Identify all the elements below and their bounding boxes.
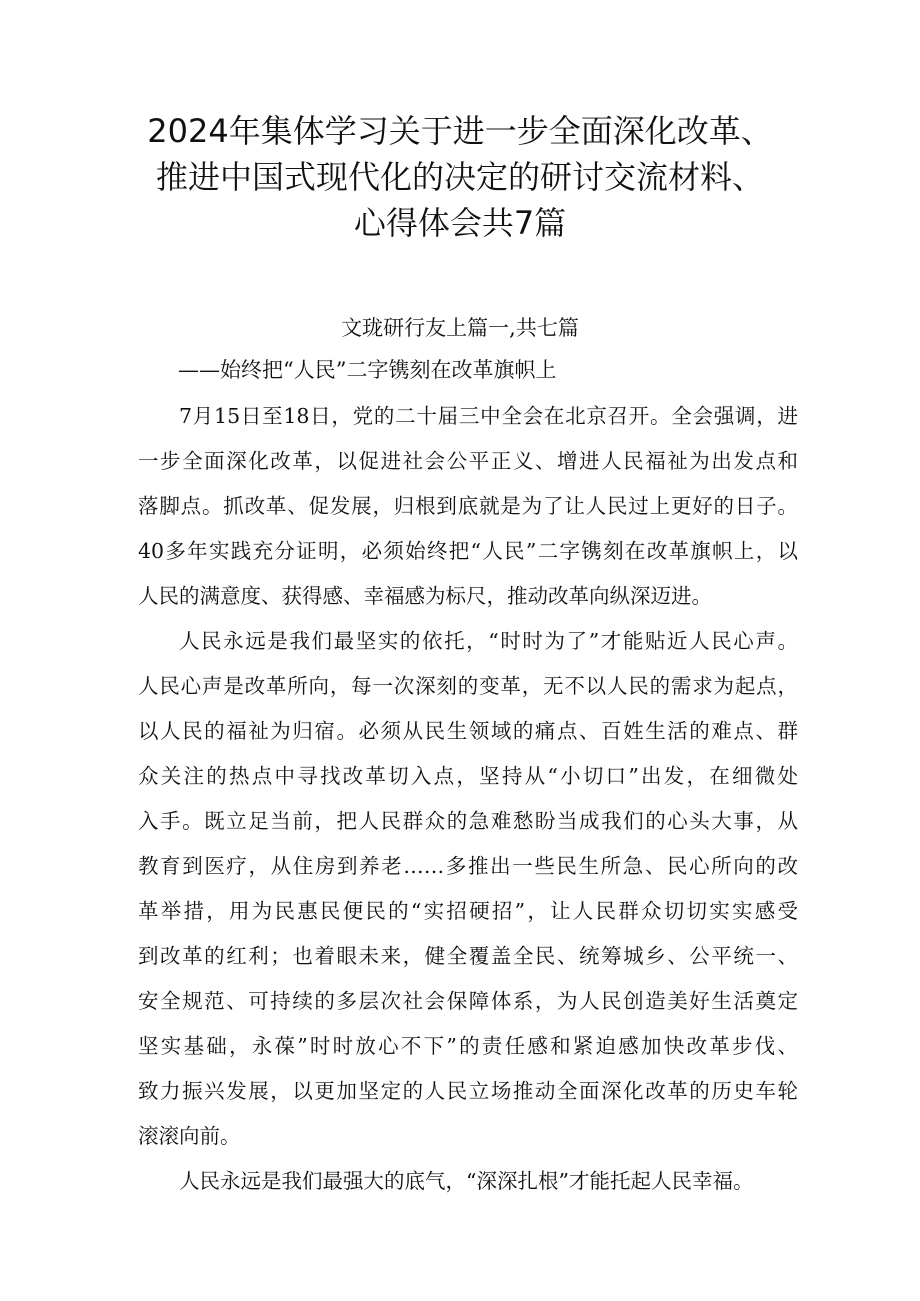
paragraph-line: 教育到医疗，从住房到养老……多推出一些民生所急、民心所向的改 <box>138 854 798 878</box>
section-heading: 文珑研行友上篇一,共七篇 <box>341 316 579 340</box>
paragraph-line: 人民的满意度、获得感、幸福感为标尺，推动改革向纵深迈进。 <box>138 584 712 608</box>
paragraph-line: 40多年实践充分证明，必须始终把“人民”二字镌刻在改革旗帜上，以 <box>138 539 798 563</box>
document-title <box>0 108 920 246</box>
paragraph-line: 坚实基础，永葆”时时放心不下”的责任感和紧迫感加快改革步伐、 <box>138 1034 798 1058</box>
paragraph-line: 众关注的热点中寻找改革切入点，坚持从“小切口”出发，在细微处 <box>138 764 798 788</box>
paragraph-line: 落脚点。抓改革、促发展，归根到底就是为了让人民过上更好的日子。 <box>138 494 798 518</box>
paragraph <box>138 619 798 1159</box>
paragraph-line: 革举措，用为民惠民便民的“实招硬招”，让人民群众切切实实感受 <box>138 899 798 923</box>
paragraph-line: 以人民的福祉为归宿。必须从民生领域的痛点、百姓生活的难点、群 <box>138 719 798 743</box>
paragraph-line: 7月15日至18日，党的二十届三中全会在北京召开。全会强调，进 <box>179 404 798 428</box>
paragraph <box>138 1159 798 1204</box>
paragraph-line: 致力振兴发展，以更加坚定的人民立场推动全面深化改革的历史车轮 <box>138 1079 798 1103</box>
title-line: 2024年集体学习关于进一步全面深化改革、 <box>147 112 773 150</box>
paragraph <box>138 394 798 619</box>
paragraph-line: 人民心声是改革所向，每一次深刻的变革，无不以人民的需求为起点， <box>138 674 798 698</box>
paragraph-line: 一步全面深化改革，以促进社会公平正义、增进人民福祉为出发点和 <box>138 449 798 473</box>
body-text <box>138 394 798 1204</box>
paragraph-line: 人民永远是我们最强大的底气，“深深扎根”才能托起人民幸福。 <box>179 1169 754 1193</box>
section-subtitle: ——始终把“人民”二字镌刻在改革旗帜上 <box>178 358 557 382</box>
paragraph-line: 滚滚向前。 <box>138 1124 241 1148</box>
title-line: 推进中国式现代化的决定的研讨交流材料、 <box>155 158 764 196</box>
title-line: 心得体会共7篇 <box>353 204 567 242</box>
paragraph-line: 到改革的红利；也着眼未来，健全覆盖全民、统筹城乡、公平统一、 <box>138 944 798 968</box>
paragraph-line: 安全规范、可持续的多层次社会保障体系，为人民创造美好生活奠定 <box>138 989 798 1013</box>
paragraph-line: 人民永远是我们最坚实的依托，“时时为了”才能贴近人民心声。 <box>179 629 798 653</box>
paragraph-line: 入手。既立足当前，把人民群众的急难愁盼当成我们的心头大事，从 <box>138 809 798 833</box>
